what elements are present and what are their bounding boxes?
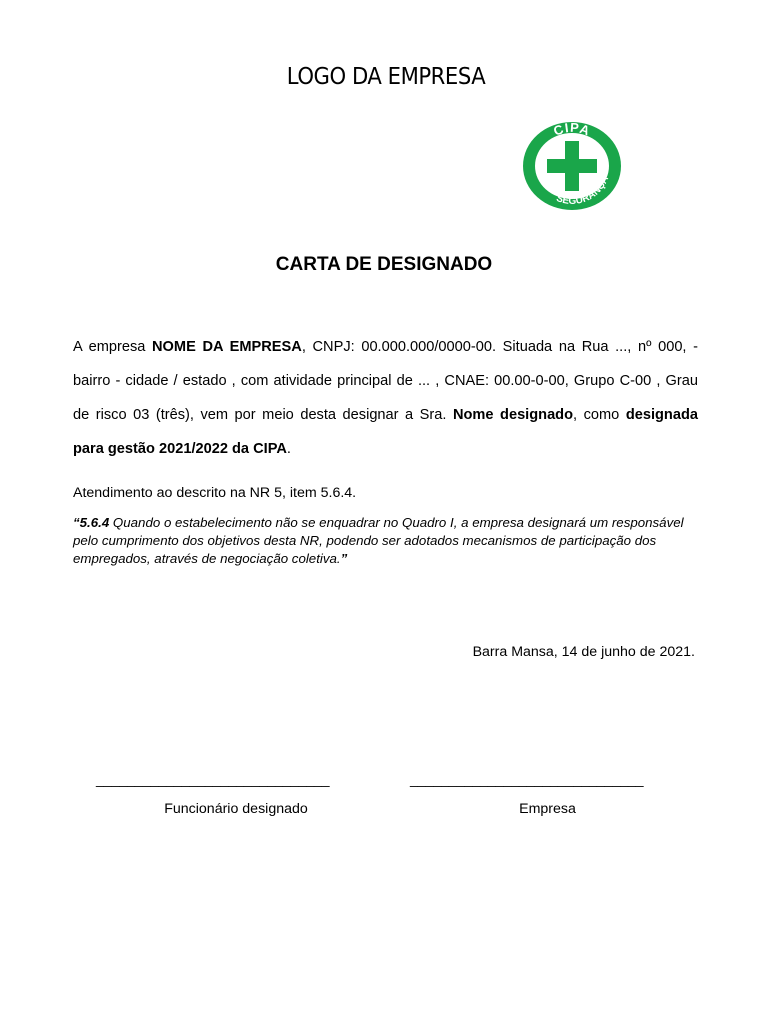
designation-role: designada para gestão 2021/2022 da CIPA [73, 407, 698, 457]
company-signature-label: Empresa [519, 801, 576, 817]
employee-signature-label: Funcionário designado [164, 801, 308, 817]
quote-close-mark: ” [340, 551, 348, 566]
reference-line: Atendimento ao descrito na NR 5, item 5.6.4. [73, 485, 357, 501]
paragraph-text: , CNPJ: 00.000.000/0000-00. Situada na Rua ..., nº 000, - bairro - cidade / estado , com atividade principal de ... , CNAE: 00.00-0-00, Grupo C-00 , Grau de risco 03 (três), vem por meio desta designar a Sra. [73, 339, 698, 423]
regulation-quote [73, 514, 688, 568]
body-paragraph [73, 330, 698, 466]
seal-bottom-text: SEGURANÇA [554, 174, 612, 208]
quote-text: Quando o estabelecimento não se enquadrar no Quadro I, a empresa designará um responsável pelo cumprimento dos objetivos desta NR, podendo ser adotados mecanismos de participação dos empregados, através de negociação coletiva. [73, 515, 684, 566]
paragraph-text: A empresa [73, 339, 153, 355]
paragraph-text: , como [573, 407, 626, 423]
logo-placeholder: LOGO DA EMPRESA [286, 64, 486, 90]
paragraph-text: . [286, 441, 291, 457]
quote-open-mark: “ [73, 515, 80, 530]
seal-top-text: CIPA [551, 120, 593, 139]
cipa-seal-logo [520, 120, 624, 212]
document-title: CARTA DE DESIGNADO [275, 254, 493, 275]
employee-signature-line: ______________________________ [96, 771, 330, 787]
quote-item-number: 5.6.4 [79, 515, 110, 530]
designee-name: Nome designado [452, 407, 574, 423]
company-signature-line: ______________________________ [410, 771, 644, 787]
company-name: NOME DA EMPRESA [152, 339, 302, 355]
place-date-line: Barra Mansa, 14 de junho de 2021. [472, 644, 695, 660]
